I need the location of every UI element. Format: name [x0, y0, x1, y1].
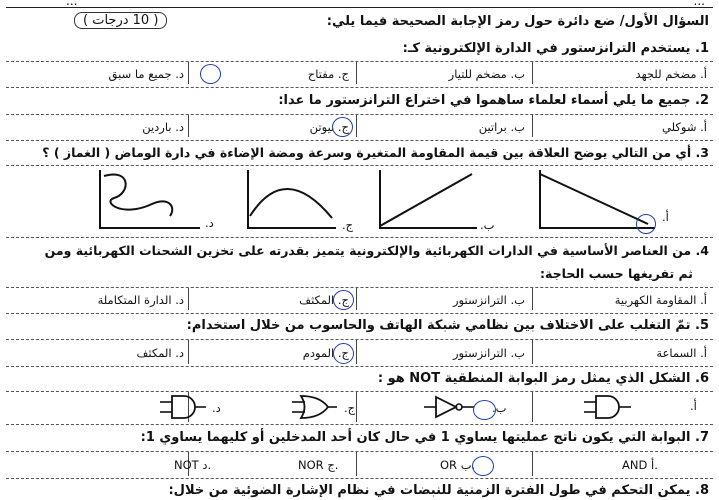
option-separator — [532, 62, 533, 84]
q5-option-d[interactable]: د. المكثف — [136, 346, 184, 360]
divider — [6, 287, 713, 288]
divider — [6, 87, 713, 88]
question-text: يمكن التحكم في طول الفترة الزمنية للنبضات في نظام الإشارة الضوئية من خلال: — [168, 483, 691, 498]
divider — [6, 313, 713, 314]
option-separator — [188, 115, 189, 137]
q6-option-a-label: أ. — [690, 399, 697, 413]
question-number: 6. — [695, 371, 709, 386]
question-3 — [42, 145, 709, 160]
answer-circle — [200, 64, 221, 84]
option-separator — [356, 288, 357, 310]
q1-option-d[interactable]: د. جميع ما سبق — [108, 67, 184, 81]
question-text: أي من التالي يوضح العلاقة بين قيمة المقاومة المتغيرة وسرعة ومضة الإضاءة في دارة الوماض ( الغماز ) ؟ — [42, 145, 692, 160]
q4-option-a[interactable]: أ. المقاومة الكهربية — [614, 293, 707, 307]
q3-option-d-label: د. — [205, 216, 214, 230]
and-gate-icon[interactable] — [584, 394, 632, 420]
option-separator — [356, 392, 357, 422]
question-text: تمّ التغلب على الاختلاف بين نظامي شبكة الهاتف والحاسوب من خلال استخدام: — [186, 318, 691, 333]
option-separator — [532, 288, 533, 310]
answer-circle — [332, 117, 353, 137]
question-text: جميع ما يلي أسماء لعلماء ساهموا في اختراع الترانزستور ما عدا: — [278, 93, 691, 108]
divider — [6, 140, 713, 141]
q7-option-c[interactable]: NOR ج. — [298, 458, 339, 472]
question-number: 2. — [695, 93, 709, 108]
q5-option-a[interactable]: أ. السماعة — [656, 346, 707, 360]
divider — [6, 114, 713, 115]
and-gate-icon[interactable] — [160, 394, 208, 420]
q2-option-a[interactable]: أ. شوكلي — [662, 120, 707, 134]
q4-option-c[interactable]: ج. المكثف — [299, 293, 349, 307]
divider — [6, 339, 713, 340]
option-separator — [532, 452, 533, 476]
q1-option-c[interactable]: ج. مفتاح — [307, 67, 349, 81]
q7-option-a[interactable]: AND أ. — [622, 458, 658, 472]
not-gate-icon[interactable] — [424, 394, 476, 420]
q6-option-c-label: ج. — [344, 401, 356, 415]
question-5 — [187, 318, 709, 333]
option-separator — [356, 62, 357, 84]
divider — [6, 424, 713, 425]
q5-option-c[interactable]: ج. المودم — [302, 346, 349, 360]
q2-option-c[interactable]: ج. نيوتن — [309, 120, 349, 134]
question-text: من العناصر الأساسية في الدارات الكهربائية والإلكترونية يتميز بقدرته على تخزين الشحنات الكهربائية ومن — [44, 243, 692, 258]
q2-option-d[interactable]: د. باردين — [142, 120, 184, 134]
question-number: 4. — [695, 243, 709, 258]
q3-option-a-label: أ. — [662, 210, 669, 224]
answer-circle — [472, 456, 494, 476]
q4-option-d[interactable]: د. الدارة المتكاملة — [97, 293, 184, 307]
option-separator — [188, 340, 189, 364]
q6-option-b-label: ب. — [492, 401, 507, 415]
header-divider — [6, 7, 713, 8]
question-4 — [45, 243, 709, 258]
option-separator — [188, 288, 189, 310]
option-separator — [188, 62, 189, 84]
section-title: السؤال الأول/ ضع دائرة حول رمز الإجابة الصحيحة فيما يلي: — [326, 14, 709, 29]
question-number: 5. — [695, 318, 709, 333]
increasing-line-graph-icon[interactable] — [372, 166, 482, 236]
question-number: 7. — [695, 430, 709, 445]
q1-option-a[interactable]: أ. مضخم للجهد — [635, 67, 707, 81]
header-top-right-text: ... — [693, 0, 705, 8]
question-2 — [278, 93, 709, 108]
q4-option-b[interactable]: ب. الترانزستور — [453, 293, 525, 307]
option-separator — [356, 115, 357, 137]
option-separator — [356, 340, 357, 364]
q2-option-b[interactable]: ب. براتين — [478, 120, 525, 134]
divider — [6, 366, 713, 367]
question-number: 8. — [695, 483, 709, 498]
divider — [6, 451, 713, 452]
q3-option-c-label: ج. — [342, 218, 354, 232]
option-separator — [532, 392, 533, 422]
answer-circle — [333, 290, 354, 310]
option-separator — [532, 340, 533, 364]
wavy-curve-graph-icon[interactable] — [92, 166, 204, 236]
divider — [6, 391, 713, 392]
q3-option-b-label: ب. — [480, 218, 495, 232]
arch-curve-graph-icon[interactable] — [240, 166, 340, 236]
question-number: 1. — [695, 41, 709, 56]
divider — [6, 478, 713, 479]
question-text: الشكل الذي يمثل رمز البوابة المنطقية NOT هو : — [377, 371, 691, 386]
answer-circle — [333, 343, 354, 364]
question-text: يستخدم الترانزستور في الدارة الإلكترونية كـ: — [402, 41, 691, 56]
q7-option-d[interactable]: NOT د. — [174, 458, 212, 472]
header-top-text: ... — [66, 0, 78, 8]
q5-option-b[interactable]: ب. الترانزستور — [453, 346, 525, 360]
divider — [6, 237, 713, 238]
question-4-cont: ثم تفريغها حسب الحاجة: — [540, 266, 693, 281]
question-6 — [378, 371, 709, 386]
q6-option-d-label: د. — [212, 401, 221, 415]
or-gate-icon[interactable] — [292, 394, 338, 420]
question-1 — [403, 41, 709, 56]
question-text: البوابة التي يكون ناتج عمليتها يساوي 1 في حال كان أحد المدخلين أو كليهما يساوي 1: — [140, 430, 691, 445]
question-8 — [168, 483, 709, 498]
q7-option-b[interactable]: OR ب. — [440, 458, 476, 472]
q1-option-b[interactable]: ب. مضخم للتيار — [448, 67, 525, 81]
answer-circle — [636, 214, 656, 234]
divider — [6, 61, 713, 62]
option-separator — [356, 452, 357, 476]
option-separator — [532, 115, 533, 137]
answer-circle — [473, 400, 496, 420]
question-number: 3. — [695, 145, 709, 160]
grade-badge: ( 10 درجات ) — [74, 12, 167, 29]
question-7 — [141, 430, 709, 445]
